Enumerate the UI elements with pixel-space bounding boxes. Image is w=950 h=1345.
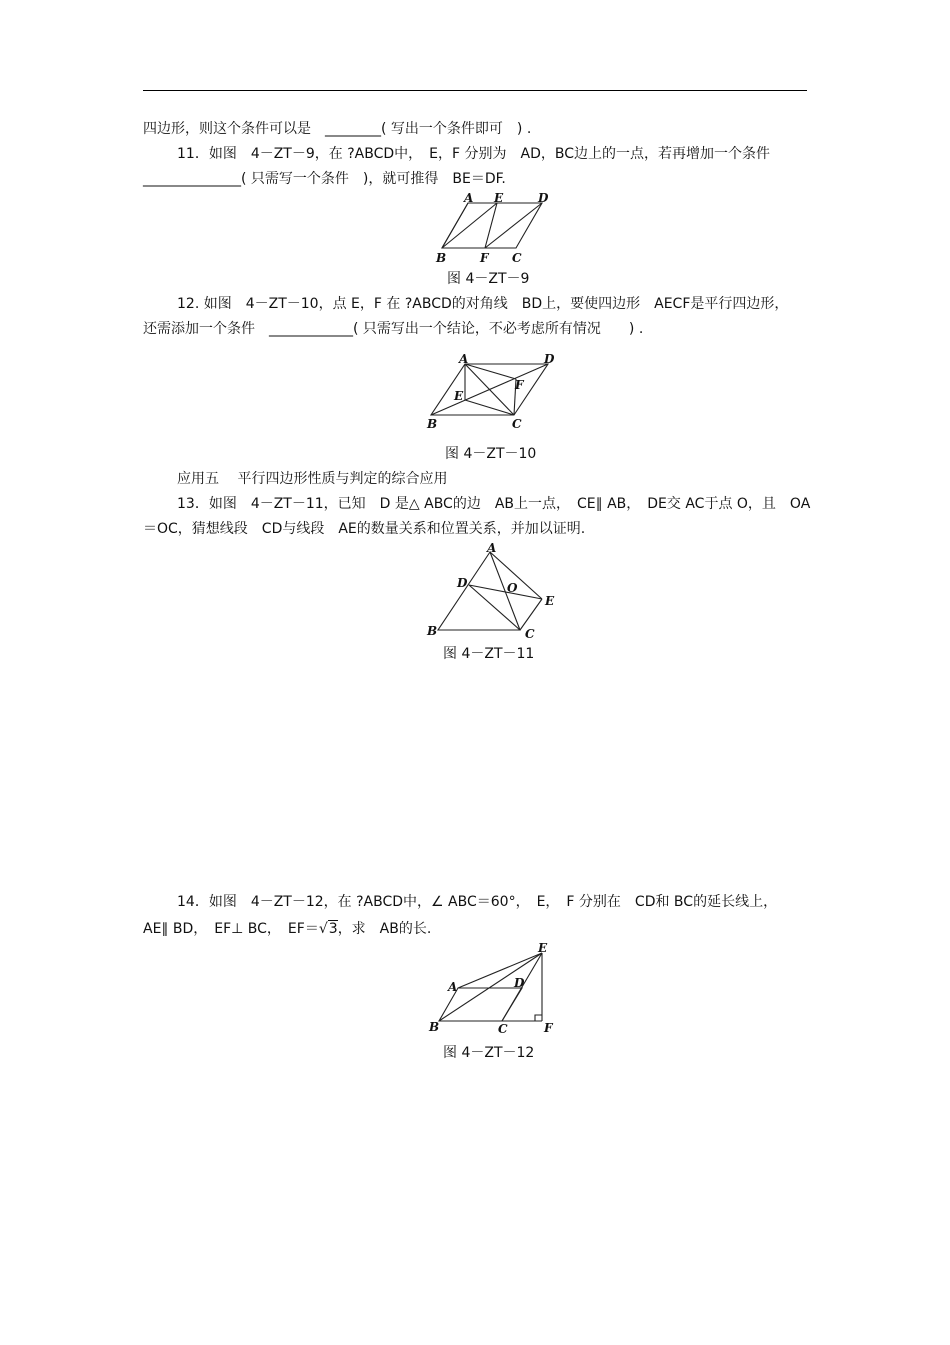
fig12-label-e: E — [538, 941, 548, 955]
figure-4-zt-9 — [430, 193, 555, 265]
caption-figure-11: 图 4－ZT－11 — [443, 646, 535, 662]
fig11-label-o: O — [507, 581, 518, 595]
right-angle-mark — [535, 1015, 542, 1021]
fig9-label-d: D — [538, 193, 549, 205]
fig11-label-d: D — [457, 576, 468, 590]
fig11-label-c: C — [525, 627, 535, 640]
figure-4-zt-10 — [422, 350, 562, 432]
figure-4-zt-11 — [423, 540, 563, 640]
fig9-label-c: C — [512, 251, 522, 265]
fig10-label-b: B — [427, 417, 438, 431]
fig12-label-f: F — [544, 1021, 553, 1035]
fig10-label-a: A — [459, 352, 469, 366]
fig10-label-d: D — [544, 352, 555, 366]
fig10-label-e: E — [454, 389, 464, 403]
figure-4-zt-12 — [424, 940, 564, 1035]
fig11-label-e: E — [545, 594, 555, 608]
problem-13-line-2: ＝OC，猜想线段 CD与线段 AE的数量关系和位置关系，并加以证明. — [143, 521, 586, 537]
problem-14-text-a: AE∥ BD， EF⊥ BC， EF＝ — [143, 921, 319, 937]
sqrt-expression — [319, 920, 338, 938]
caption-figure-10: 图 4－ZT－10 — [445, 446, 537, 462]
header-rule — [143, 90, 807, 91]
fig11-label-a: A — [487, 541, 497, 555]
caption-figure-9: 图 4－ZT－9 — [447, 271, 530, 287]
fig12-label-b: B — [429, 1020, 440, 1034]
problem-12-line-2: 还需添加一个条件 ____________( 只需写出一个结论，不必考虑所有情况 ) . — [143, 321, 644, 337]
fig11-label-b: B — [427, 624, 438, 638]
fig10-label-f: F — [515, 378, 524, 392]
section-heading-application-5: 应用五 平行四边形性质与判定的综合应用 — [177, 471, 448, 487]
sqrt-sign-icon: √ — [318, 921, 328, 937]
problem-11-line-1: 11．如图 4－ZT－9，在 ?ABCD中， E，F 分别为 AD，BC边上的一点，若再增加一个条件 — [177, 146, 770, 162]
fig9-parallelogram — [442, 203, 542, 248]
problem-14-line-2 — [143, 920, 431, 938]
sqrt-radicand: 3 — [328, 921, 338, 937]
fig12-label-c: C — [498, 1022, 508, 1035]
problem-14-text-b: ，求 AB的长. — [337, 921, 432, 937]
caption-figure-12: 图 4－ZT－12 — [443, 1045, 535, 1061]
text-line-1: 四边形，则这个条件可以是 ________( 写出一个条件即可 ) . — [143, 121, 532, 137]
problem-14-line-1: 14．如图 4－ZT－12，在 ?ABCD中，∠ ABC＝60°， E， F 分别在 CD和 BC的延长线上， — [177, 894, 778, 910]
problem-12-line-1: 12. 如图 4－ZT－10，点 E，F 在 ?ABCD的对角线 BD上，要使四边形 AECF是平行四边形， — [177, 296, 789, 312]
fig10-label-c: C — [512, 417, 522, 431]
fig9-label-f: F — [480, 251, 489, 265]
fig9-label-a: A — [464, 193, 474, 205]
problem-13-line-1: 13．如图 4－ZT－11，已知 D 是△ ABC的边 AB上一点， CE∥ AB， DE交 AC于点 O，且 OA — [177, 496, 811, 512]
fig12-label-d: D — [514, 976, 525, 990]
fig9-label-b: B — [436, 251, 447, 265]
fig9-label-e: E — [494, 193, 504, 205]
problem-11-line-2: ______________( 只需写一个条件 )，就可推得 BE＝DF. — [143, 171, 506, 187]
fig12-label-a: A — [448, 980, 458, 994]
